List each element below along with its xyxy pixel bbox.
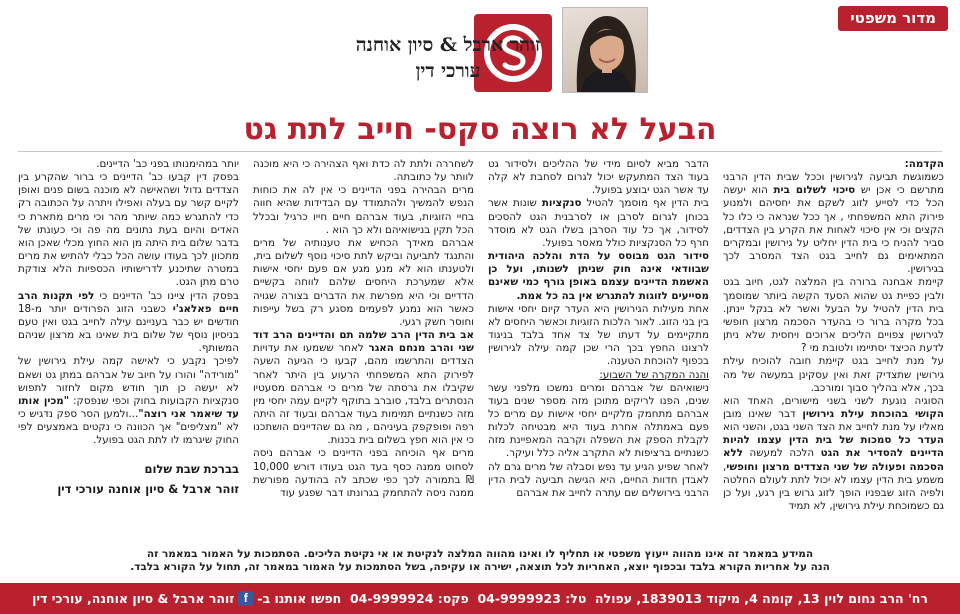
paragraph: יותר במהימנותו בפני כב' הדיינים. — [96, 158, 239, 170]
paragraph: מרים הבהירה בפני הדיינים כי אין לה את כוחות הנפש להמשיך ולהתמודד עם הבדידות שהיא חווה בחיי הזוגיות, בעוד אברהם חיים חייו כרגיל ובכלל הכל תקין בנישואיהם ולא כך הוא . — [253, 184, 474, 236]
column-2 — [488, 158, 709, 540]
text-run: שונות אשר בכוחן לגרום לסרבן או לסרבנית הגט להסכים לסידור, אך כל עוד הסרבן בשלו הגט לא מוסדר חרף כל הסנקציות כולל מאסר בפועל. — [488, 197, 709, 249]
paragraph: הדבר מביא לסיום מידי של ההליכים ולסידור גט בעוד הצד המתעקש יכול לגרום לסחבת לא קלה עד אשר הגט יבוצע בפועל. — [488, 158, 709, 197]
paragraph: נישואיהם של אברהם ומרים נמשכו מלפני עשר שנים, הפנו לריקים מתוכן מזה מספר שנים בעוד אברהם מתחמק מלקיים יחסי אישות עם מרים כל פעם באמתלה אחרת בעוד היא מבטיחה לכלות לקבלת הספק את השפלה וקרבה המאפיינת מזה כשנתיים ברציפות לא התקרב אליה כלל ועיקר. — [488, 381, 709, 460]
disclaimer-line: הנה על אחריות הקורא בלבד ובכפוף יוצא, האחריות לכל תוצאה, ישירה או עקיפה, בשל הסתמכות על האמור במאמר זה, תחול על הקורא בלבד. — [130, 561, 830, 573]
facebook-icon[interactable]: f — [238, 591, 253, 606]
paragraph — [253, 329, 474, 447]
text-run: כשבני הזוג הפרודים יותר מ-18 חודשים יש כבר בעניינם עילה לחייב בגט ואין טעם בניסיון נוסף של שלום בית שאינו בא מרצון שניהם המשותף. — [18, 302, 239, 355]
text-run: כשמוגשת תביעה לגירושין וככל שבית הדין הרבני מתרשם כי אכן יש — [723, 171, 944, 197]
paragraph: לשחררה ולתת לה כדת ואף הצהירה כי היא מוכנה לוותר על כתובתה. — [253, 158, 474, 184]
author-photo — [562, 7, 648, 93]
paragraph: אברהם מאידך הכחיש את טענותיה של מרים והתנגד לתביעה וביקש לתת סיכוי נוסף לשלום בית, ולטענתו הוא לא מנע מגע אם פעם יחסי אישות אלא שמערכת היחסים שלהם לווחה בקשיים הדדיים וכי היא מפרשת את הדברים בצורה שגויה כאשר הוא נמנע לפעמים מסגע רק בשל עייפות וחוסר חשק רגעי. — [253, 236, 474, 328]
column-4 — [18, 158, 239, 540]
paragraph: אחת מעילות הגירושין היא העדר קיום יחסי אישות בין בני הזוג. לאור הלכות הזוגיות וכאשר היחסים לא מתקיימים על דעתו של צד אחד בלבד בניגוד לרצונו החפץ בכך הרי שכן קמה עילה לגירושין בכפוף להוכחת הטענה. — [488, 302, 709, 368]
author-profession: עורכי דין — [415, 60, 481, 82]
paragraph: על מנת לחייב בגט קיימת חובה להוכיח עילת גירושין שתצדיק זאת ואין עסקינן במעשה של מה בכך, אלא בהליך סבוך ומורכב. — [723, 355, 944, 394]
text-run: לאחר ששמעו את עדויות הצדדים והתרשמו מהם, קבעו כי הגיעה השעה לפירוק התא המשפחתי הרעוע בין היתר לאחר שקיבלו את גרסתה של מרים כי אברהם מסעטיו הנסתרים בלבד, סוברב בתוקף לקיים עמה יחסי מין מזה כשנתיים תמימות בעוד אברהם ובעוד זה היתה רפה ופופקפק בעיניהם , מה גם שהדיינים הושתכנו כי אין הוא חפץ בשלום בית בכנות. — [253, 342, 474, 447]
paragraph: מרים אף הוכיחה בפני הדיינים כי אברהם ניסה לסחוט ממנה כסף בעד הגט בעודו דורש 10,000 ₪ בתמורה לכך כפי שכתב לה בהודעה מפורשת ממנה ניסה להתחמק בגרונתו דבר שפגע עוד — [253, 447, 474, 499]
headline: הבעל לא רוצה סקס- חייב לתת גט — [243, 112, 717, 147]
signature-greeting: בברכת שבת שלום — [144, 462, 239, 477]
footer-address: רח' הרב נחום לוין 13, קומה 4, מיקוד 1839013, עפולה — [595, 591, 928, 606]
signature-names: זוהר ארבל & סיון אוחנה עורכי דין — [57, 482, 239, 497]
paragraph — [723, 171, 944, 276]
text-run: הוא יעשה הכל כדי לסייע לזוג לשקם את יחסיהם ולמנוע פירוק התא המשפחתי , אך ככל שנראה כי כלו כל הקצים וכי אין סיכוי לאחות את הקרע בין הצדדים, סביר להניח כי בית הדין יחליט על גירושין ובמקרים המתאימים גם לחייב בגט הצד המסרב לכך בגירושין. — [723, 184, 944, 276]
headline-divider — [18, 151, 942, 152]
text-run: בית הדין אף מוסמך להטיל — [581, 197, 709, 210]
article-columns — [16, 158, 944, 540]
paragraph — [723, 395, 944, 513]
bold-run: "מכין אותו עד שיאמר אני רוצה" — [18, 394, 239, 420]
portrait-icon — [563, 8, 647, 92]
bold-run: לפי תקנות הרב חיים פאלאג'י — [18, 289, 239, 315]
text-run: הלכה למעשה — [742, 447, 821, 460]
contact-footer — [0, 583, 960, 614]
footer-facebook-prompt: חפשו אותנו ב- — [257, 591, 342, 606]
legal-disclaimer — [30, 548, 930, 574]
signature — [18, 459, 239, 499]
paragraph: קיימת אבחנה ברורה בין המלצה לגט, חיוב בגט ולבין כפיית גט שהוא הסעד הקשה ביותר שמוסמך בית הדין להטיל על הבעל ואשר לא בנקל יינתן. בכל מקרה ברור כי בהעדר הסכמה מרצון חופשי לגירושין צפויים הליכים ארוכים ויחסית שלא ניתן לדעת הכיצד יסתיימו ולטובת מי ? — [723, 276, 944, 355]
bold-paragraph: סידור הגט מבוסס על הדת והלכה היהודית שבוודאי אינה חוק שניתן לשנותו, ועל כן האשמת הדיינים עצמם באופן גורף כמי שאינם מסייעים לזוגות להתגרש אין בה כל אמת. — [488, 250, 709, 302]
paragraph: בפסק דין קבעו כב' הדיינים כי ברור שהקרע בין הצדדים גדול ושהאישה לא מוכנה בשום פנים ואופן לקיים קשר עם בעלה ואפילו ויתרה על הכתובה רק כדי להתגרש כמה שיותר מהר וכי מרים מתארת כי האדים והיום בעת נתונים מה פה וכי כעונתו של בדבר שלום בית היתה מן הוא החוץ מכלי שאכן הוא מתכוון לכך בעודו עושה הכל כבלי להתיש את מרים במטרה שתיכנע לדרישותיו הכספיות הלא צודקת טרם מתן הגט. — [18, 171, 239, 289]
text-run: בפסק הדין ציינו כב' הדיינים כי — [94, 289, 239, 302]
text-run: ...ולמען הסר ספק נדגיש כי לא "מצליפים" אך הכוונה כי נקטים באמצעים לפי החוק שיגרמו לו לתת הגט בפועל. — [18, 407, 239, 447]
paragraph — [18, 355, 239, 447]
text-run: לפיכך נקבע כי לאישה קמה עילת גירושין של "מורידה" והורו על חיוב של אברהם במתן גט ושאם לא יעשה כן תוך חודש מקום לחזור לתפוש סנקציות הקבועות בחוק וכפי שנפסק: — [18, 355, 239, 407]
text-run: הסוגיה נוגעת לשני בשני מישורים, האחד הוא — [723, 394, 944, 407]
column-1 — [723, 158, 944, 540]
case-heading: והנה המקרה של השבוע: — [599, 368, 709, 381]
bold-run: ללא הסכמה ופעולה של שני הצדדים מרצון וחופשי — [723, 447, 944, 473]
footer-fax: פקס: 04-9999924 — [349, 591, 469, 606]
bold-run: העדר כל סמכות של בית הדין עצמו להיות הדיינים להסדיר את הגט — [723, 434, 944, 460]
text-run: דבר שאינו מובן מאליו על מנת לחייב את הצד השני בגט, והשני הוא — [723, 407, 944, 434]
intro-heading: הקדמה: — [904, 158, 944, 170]
bold-run: סיכוי לשלום בית — [773, 184, 856, 197]
paragraph: לאחר שפיע הגיע עד נפש וסבלה של מרים גרם לה לאבדן חדוות החיים, היא הגישה תביעה לבית הדין הרבני בירושלים שם עתרה לחייב את אברהם — [488, 460, 709, 499]
section-tag: מדור משפטי — [838, 6, 948, 31]
column-3 — [253, 158, 474, 540]
author-names-line: זוהר ארבל & סיון אוחנה — [355, 34, 541, 56]
footer-firm-name: זוהר ארבל & סיון אוחנה, עורכי דין — [32, 591, 235, 606]
text-run: , משמע בית הדין עצמו לא יכול לתת לעולם החלטה ולפיה הזוג שבפניו הופך לזוג גרוש בין רגע, ועל כן גם כשמוכחת עילת גירושין, לא תמיד — [723, 460, 944, 513]
disclaimer-line: המידע במאמר זה אינו מהווה ייעוץ משפטי או תחליף לו ואינו מהווה המלצה לנקיטת או אי נקיטת הליכים. הסתמכות על האמור במאמר זה — [146, 548, 814, 560]
author-names — [348, 32, 548, 84]
bold-run: סנקציות — [541, 197, 582, 210]
paragraph — [488, 197, 709, 250]
bold-run: אב בית הדין הרב שלמה תם והדיינים הרב דוד שני והרב מנחם האגר — [253, 329, 474, 355]
footer-phone: טל: 04-9999923 — [477, 591, 587, 606]
paragraph — [18, 290, 239, 356]
bold-run: הקושי בהוכחת עילת גירושין — [802, 407, 944, 420]
